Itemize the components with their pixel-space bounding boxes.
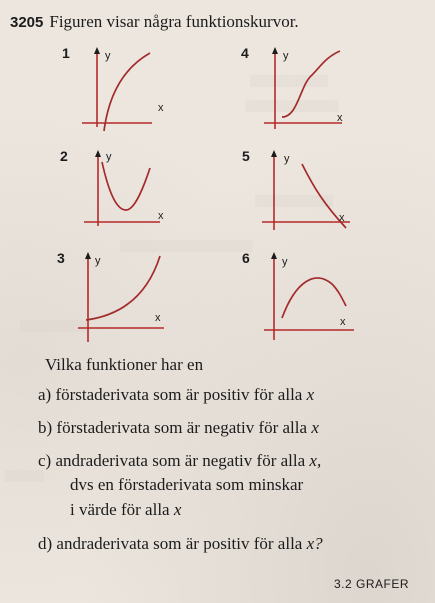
- x-axis-label: x: [337, 112, 343, 124]
- problem-header: [10, 12, 299, 32]
- question-a-text: a) förstaderivata som är positiv för alla: [38, 385, 303, 404]
- graph-number-1: 1: [62, 45, 70, 61]
- question-a: [38, 385, 314, 405]
- bleed-through-text: ▒▒▒▒▒▒▒▒▒▒▒▒▒▒▒▒▒: [120, 240, 253, 252]
- variable-x: x: [311, 418, 319, 437]
- curve: [282, 51, 340, 117]
- problem-title: Figuren visar några funktionskurvor.: [49, 12, 299, 31]
- question-d-text: d) andraderivata som är positiv för alla: [38, 534, 303, 553]
- graph-number-4: 4: [241, 45, 249, 61]
- curve: [282, 278, 346, 318]
- question-b: [38, 418, 319, 438]
- y-axis-label: y: [105, 50, 111, 62]
- question-c-text: c) andraderivata som är negativ för alla: [38, 451, 306, 470]
- y-axis-arrow: [85, 252, 91, 259]
- variable-x: x: [173, 500, 182, 519]
- question-c-cont1: dvs en förstaderivata som minskar: [70, 475, 304, 494]
- y-axis-arrow: [94, 47, 100, 54]
- curve: [104, 53, 150, 131]
- graph-number-5: 5: [242, 148, 250, 164]
- bleed-through-text: ▒▒▒▒▒: [5, 470, 44, 482]
- y-axis-arrow: [95, 150, 101, 157]
- y-axis-label: y: [282, 256, 288, 268]
- question-c: [38, 451, 321, 471]
- question-intro: [45, 355, 203, 375]
- graph-2: [82, 148, 167, 228]
- graph-number-3: 3: [57, 250, 65, 266]
- y-axis-label: y: [284, 153, 290, 165]
- bleed-through-text: ▒▒▒▒▒▒▒▒▒▒▒▒: [245, 100, 339, 112]
- graph-4: [262, 45, 347, 135]
- y-axis-arrow: [271, 252, 277, 259]
- y-axis-label: y: [95, 255, 101, 267]
- variable-x: x,: [309, 451, 322, 470]
- graph-6: [262, 250, 357, 345]
- question-c-cont2: i värde för alla: [70, 500, 170, 519]
- x-axis-label: x: [158, 210, 164, 222]
- graph-1: [80, 45, 160, 135]
- bleed-through-text: ▒▒▒▒▒▒▒▒▒: [20, 320, 91, 332]
- question-c-continuation-2: [70, 500, 181, 520]
- graph-number-2: 2: [60, 148, 68, 164]
- question-d: [38, 534, 323, 554]
- variable-x: x?: [306, 534, 323, 553]
- x-axis-label: x: [158, 102, 164, 114]
- question-b-text: b) förstaderivata som är negativ för alla: [38, 418, 308, 437]
- x-axis-label: x: [155, 312, 161, 324]
- y-axis-label: y: [106, 151, 112, 163]
- graph-number-6: 6: [242, 250, 250, 266]
- bleed-through-text: ▒▒▒▒▒▒▒▒▒▒: [255, 195, 333, 207]
- variable-x: x: [306, 385, 315, 404]
- y-axis-arrow: [271, 150, 277, 157]
- question-c-continuation-1: [70, 475, 303, 495]
- y-axis-label: y: [283, 50, 289, 62]
- problem-number: 3205: [10, 14, 44, 31]
- question-intro-text: Vilka funktioner har en: [45, 355, 204, 374]
- x-axis-label: x: [340, 316, 346, 328]
- bleed-through-text: ▒▒▒▒▒▒▒▒▒▒: [250, 75, 328, 87]
- y-axis-arrow: [272, 47, 278, 54]
- graph-3: [76, 250, 166, 345]
- page-footer: 3.2 GRAFER: [333, 577, 409, 591]
- x-axis-label: x: [339, 212, 345, 224]
- curve: [102, 162, 150, 210]
